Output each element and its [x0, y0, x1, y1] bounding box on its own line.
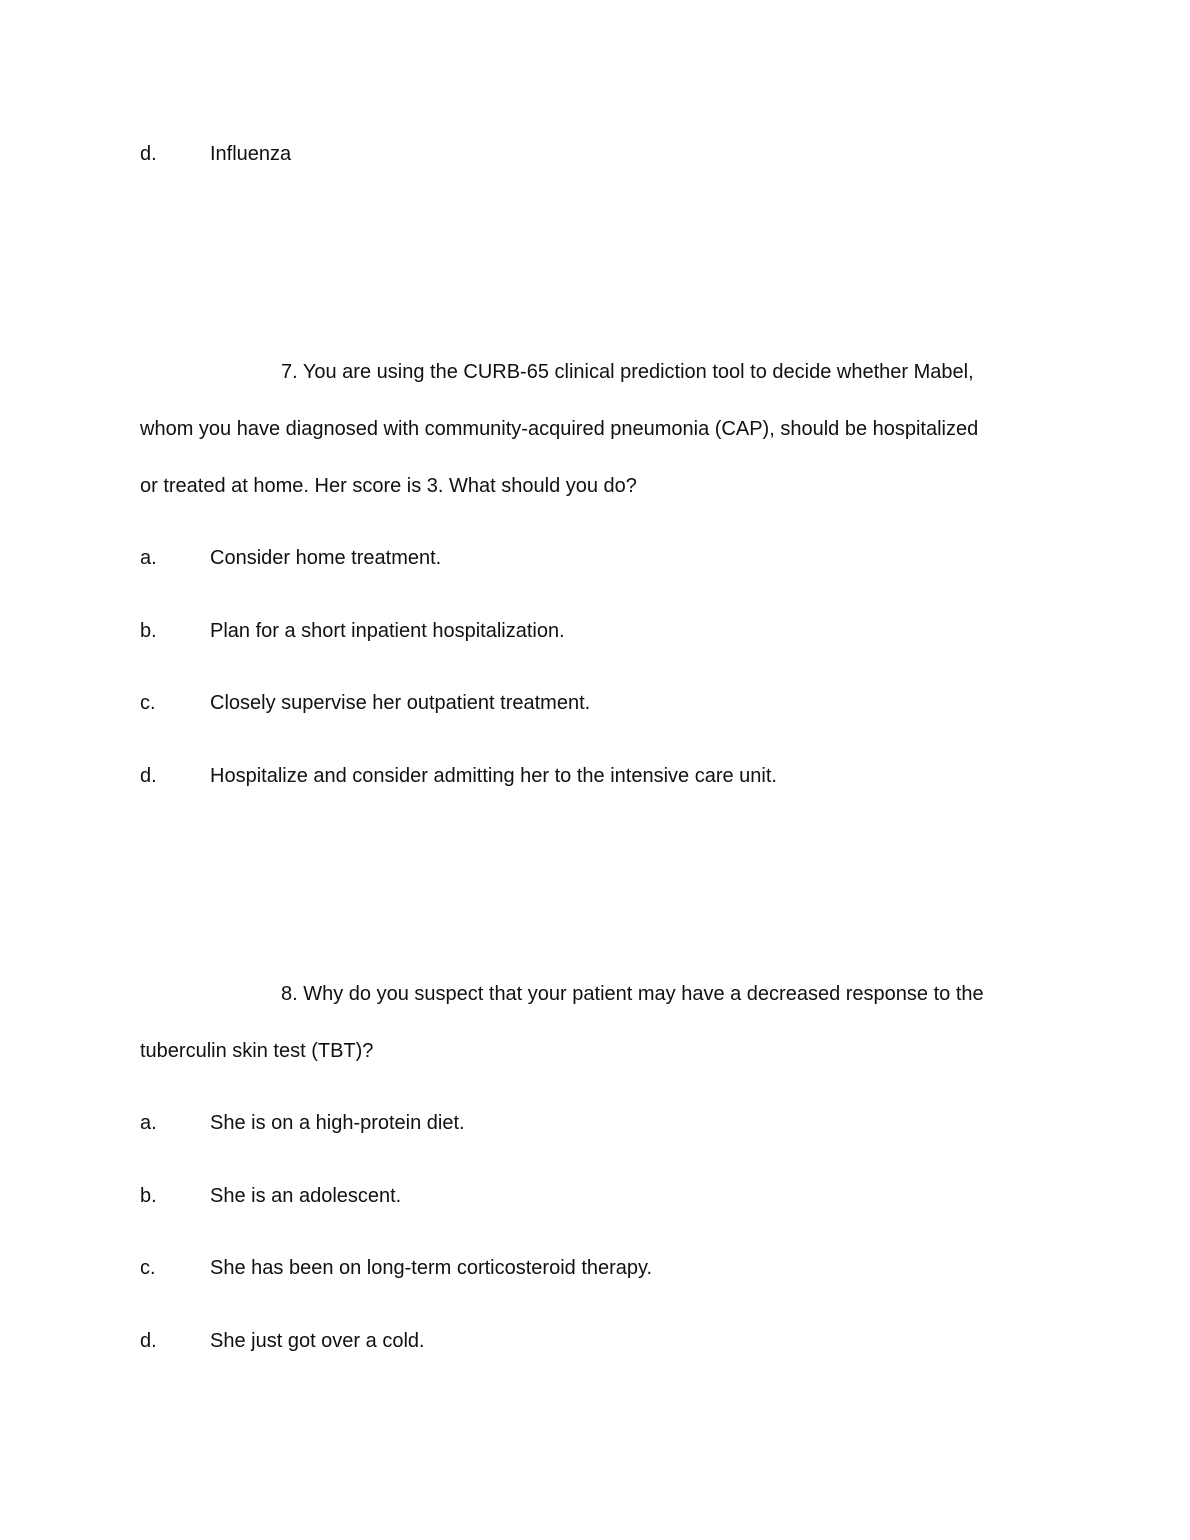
option-text: She has been on long-term corticosteroid therapy. [210, 1257, 653, 1279]
option-letter: c. [140, 1257, 156, 1279]
option-letter: d. [140, 1330, 157, 1352]
option-letter: a. [140, 547, 157, 569]
option-text: Consider home treatment. [210, 547, 442, 569]
option-text: Closely supervise her outpatient treatment. [210, 692, 591, 714]
option-text: Plan for a short inpatient hospitalization. [210, 620, 565, 642]
option-letter: d. [140, 143, 157, 165]
question-7-stem-line-1: 7. You are using the CURB-65 clinical prediction tool to decide whether Mabel, [281, 361, 974, 383]
option-text: She is on a high-protein diet. [210, 1112, 465, 1134]
question-8-stem-line-1: 8. Why do you suspect that your patient may have a decreased response to the [281, 983, 984, 1005]
option-letter: d. [140, 765, 157, 787]
option-text: She just got over a cold. [210, 1330, 425, 1352]
option-letter: b. [140, 1185, 157, 1207]
question-8-stem-line-2: tuberculin skin test (TBT)? [140, 1040, 374, 1062]
option-text: Hospitalize and consider admitting her to the intensive care unit. [210, 765, 777, 787]
option-letter: b. [140, 620, 157, 642]
question-7-stem-line-2: whom you have diagnosed with community-acquired pneumonia (CAP), should be hospitalized [140, 418, 979, 440]
question-7-stem-line-3: or treated at home. Her score is 3. What should you do? [140, 475, 637, 497]
option-text: Influenza [210, 143, 292, 165]
option-text: She is an adolescent. [210, 1185, 402, 1207]
option-letter: a. [140, 1112, 157, 1134]
option-letter: c. [140, 692, 156, 714]
